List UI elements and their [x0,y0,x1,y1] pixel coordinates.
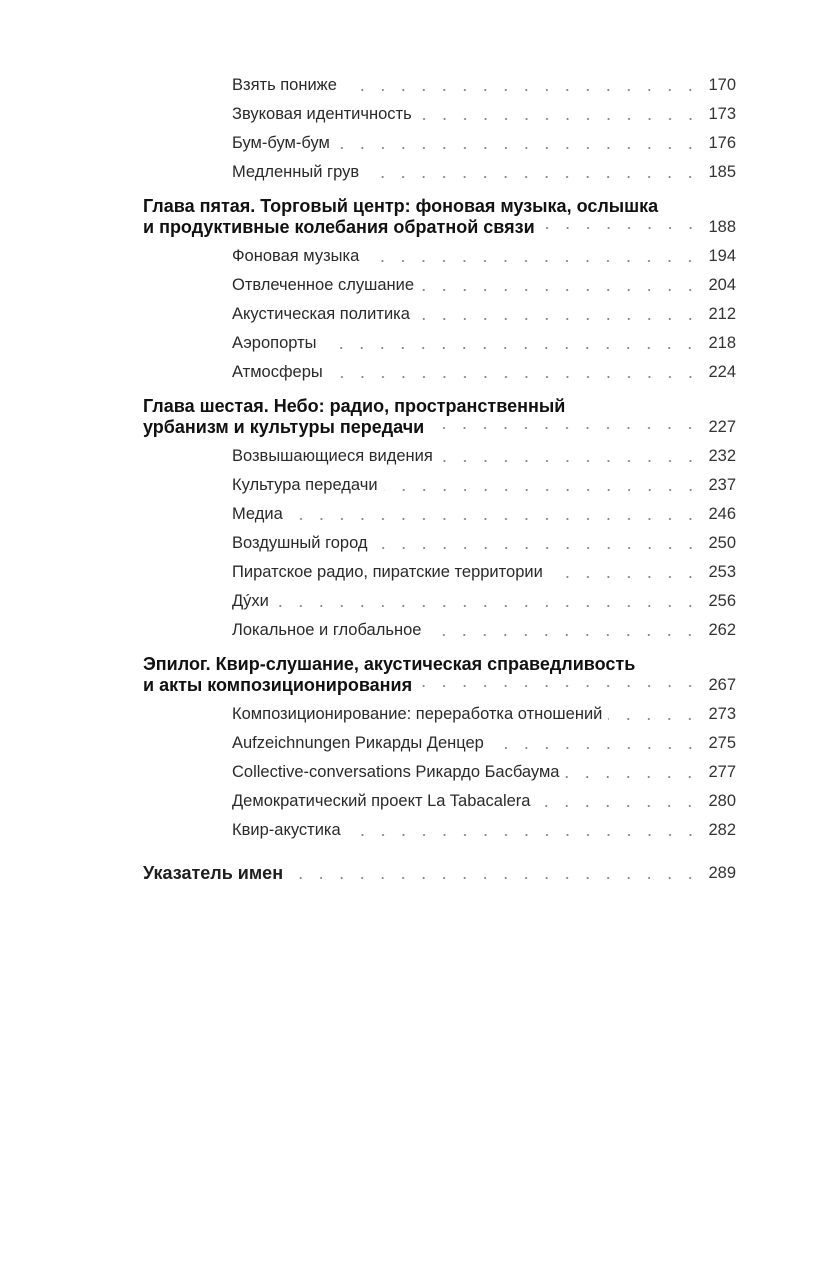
chapter-title-line2: и продуктивные колебания обратной связи [143,217,535,237]
page-number: 188 [708,218,736,236]
chapter-title-line2-row [143,675,736,696]
toc-subsection[interactable] [143,787,736,816]
entry-title: Пиратское радио, пиратские территории [232,563,543,581]
dot-leader [418,116,701,122]
dot-leader [336,145,701,151]
dot-leader [430,425,700,431]
dot-leader [365,174,700,180]
dot-leader [329,374,701,380]
chapter-title-line1: Глава пятая. Торговый центр: фоновая музыка, ослышка [143,196,659,216]
index-entry [143,859,736,888]
page-number: 282 [708,821,736,839]
toc-subsection[interactable] [143,758,736,787]
dot-leader [490,745,701,751]
subsection-list [143,442,736,645]
toc-subsection[interactable] [143,729,736,758]
dot-leader [343,87,701,93]
entry-title: Возвышающиеся видения [232,447,433,465]
entry-title: Локальное и глобальное [232,621,422,639]
dot-leader [608,716,700,722]
chapter-heading[interactable] [143,654,736,696]
dot-leader [549,574,701,580]
entry-title: Акустическая политика [232,305,410,323]
toc-subsection[interactable] [143,129,736,158]
page-number: 256 [708,592,736,610]
page-number: 232 [708,447,736,465]
entry-title: Фоновая музыка [232,247,360,265]
chapter-title-line2-row [143,417,736,438]
page-number: 237 [708,476,736,494]
toc-subsection[interactable] [143,329,736,358]
dot-leader [289,516,701,522]
toc-subsection[interactable] [143,271,736,300]
dot-leader [275,603,701,609]
dot-leader [541,225,701,231]
toc-subsection[interactable] [143,71,736,100]
dot-leader [374,545,701,551]
dot-leader [565,774,700,780]
entry-title: Звуковая идентичность [232,105,412,123]
page-number: 212 [708,305,736,323]
toc-subsection[interactable] [143,558,736,587]
entry-title: Демократический проект La Tabacalera [232,792,531,810]
page-number: 204 [708,276,736,294]
chapter-title-line2: урбанизм и культуры передачи [143,417,425,437]
chapter-heading[interactable] [143,396,736,438]
toc-subsection[interactable] [143,816,736,845]
dot-leader [384,487,701,493]
entry-title: Композиционирование: переработка отношений [232,705,603,723]
chapter-title-line1: Глава шестая. Небо: радио, пространственный [143,396,566,416]
dot-leader [365,258,700,264]
dot-leader [420,287,700,293]
entry-title: Медиа [232,505,283,523]
toc-subsection[interactable] [143,500,736,529]
subsection-list [143,242,736,387]
chapter-title-line2-row [143,217,736,238]
entry-title: Бум-бум-бум [232,134,330,152]
page-number: 275 [708,734,736,752]
index-row[interactable] [143,859,736,888]
page-number: 194 [708,247,736,265]
page-number: 176 [708,134,736,152]
page-number: 246 [708,505,736,523]
toc-subsection[interactable] [143,358,736,387]
page-number: 262 [708,621,736,639]
subsection-list [143,71,736,187]
dot-leader [418,683,700,689]
entry-title: Дýхи [232,592,269,610]
dot-leader [347,832,701,838]
toc-subsection[interactable] [143,158,736,187]
page-number: 289 [708,864,736,882]
dot-leader [427,632,700,638]
subsection-list [143,700,736,845]
chapter-heading[interactable] [143,196,736,238]
chapter-title-line1: Эпилог. Квир-слушание, акустическая справедливость [143,654,636,674]
toc-subsection[interactable] [143,587,736,616]
page-number: 185 [708,163,736,181]
page-number: 173 [708,105,736,123]
entry-title: Взять пониже [232,76,337,94]
entry-title: Культура передачи [232,476,378,494]
table-of-contents [143,71,736,888]
dot-leader [439,458,701,464]
toc-subsection[interactable] [143,700,736,729]
dot-leader [322,345,700,351]
page-number: 280 [708,792,736,810]
page-number: 170 [708,76,736,94]
toc-subsection[interactable] [143,529,736,558]
toc-subsection[interactable] [143,100,736,129]
entry-title: Указатель имен [143,863,284,883]
page-number: 224 [708,363,736,381]
dot-leader [536,803,700,809]
entry-title: Квир-акустика [232,821,341,839]
page-number: 253 [708,563,736,581]
entry-title: Медленный грув [232,163,360,181]
page-number: 273 [708,705,736,723]
entry-title: Отвлеченное слушание [232,276,415,294]
page-number: 250 [708,534,736,552]
dot-leader [289,875,700,881]
toc-subsection[interactable] [143,471,736,500]
toc-subsection[interactable] [143,242,736,271]
dot-leader [416,316,701,322]
page-number: 218 [708,334,736,352]
toc-subsection[interactable] [143,300,736,329]
page-number: 227 [708,418,736,436]
entry-title: Атмосферы [232,363,323,381]
entry-title: Collective-conversations Рикардо Басбаума [232,763,560,781]
page-number: 277 [708,763,736,781]
entry-title: Aufzeichnungen Рикарды Денцер [232,734,484,752]
entry-title: Аэропорты [232,334,317,352]
entry-title: Воздушный город [232,534,368,552]
page-number: 267 [708,676,736,694]
chapter-title-line2: и акты композиционирования [143,675,413,695]
toc-subsection[interactable] [143,442,736,471]
toc-subsection[interactable] [143,616,736,645]
